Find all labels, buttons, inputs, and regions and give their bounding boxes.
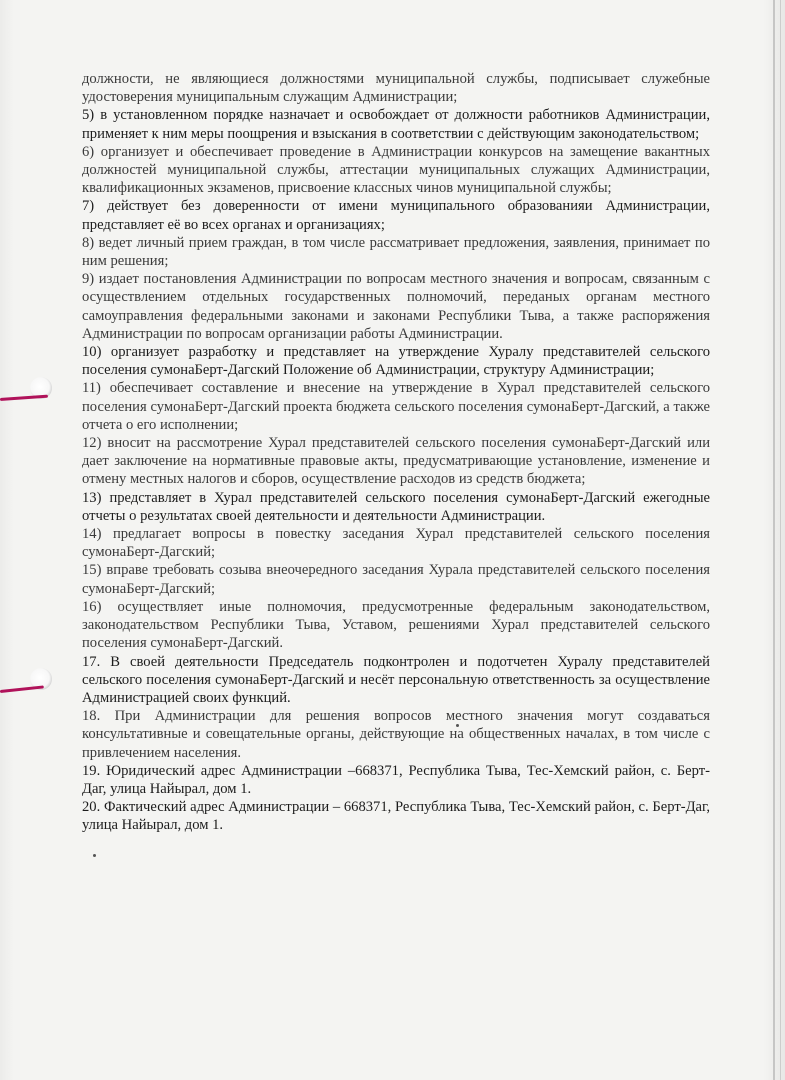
paragraph-item-9: 9) издает постановления Администрации по вопросам местного значения и вопросам, связанным с осуществлением отдельных государственных полномочий, переданых органам местного самоуправления федеральными законами и законами Республики Тыва, а также распоряжения Администрации по вопросам организации работы Администрации.: [82, 271, 710, 342]
document-text: [82, 70, 710, 835]
page-edge-line: [780, 0, 781, 1080]
paragraph-item-6: 6) организует и обеспечивает проведение в Администрации конкурсов на замещение вакантных должностей муниципальной службы, аттестации муниципальных служащих Администрации, квалификационных экзаменов, присвоение классных чинов муниципальной службы;: [82, 143, 710, 197]
paragraph-item-10: 10) организует разработку и представляет на утверждение Хуралу представителей сельского поселения сумонаБерт-Дагский Положение об Администрации, структуру Администрации;: [82, 344, 710, 379]
paragraph-item-8: 8) ведет личный прием граждан, в том числе рассматривает предложения, заявления, принимает по ним решения;: [82, 234, 710, 270]
paragraph-item-16: 16) осуществляет иные полномочия, предусмотренные федеральным законодательством, законодательством Республики Тыва, Уставом, решениями Хурал представителей сельского поселения сумонаБерт-Дагский.: [82, 598, 710, 652]
paragraph-section-18: 18. При Администрации для решения вопросов местного значения могут создаваться консультативные и совещательные органы, действующие на общественных началах, в том числе с привлечением населения.: [82, 708, 710, 761]
page-edge-shadow: [773, 0, 775, 1080]
paragraph-item-7: 7) действует без доверенности от имени муниципального образованияи Администрации, представляет её во всех органах и организациях;: [82, 198, 710, 233]
paragraph-item-11: 11) обеспечивает составление и внесение на утверждение в Хурал представителей сельского поселения сумонаБерт-Дагский проекта бюджета сельского поселения сумонаБерт-Дагский, а также отчета о его исполнении;: [82, 380, 710, 433]
paragraph-section-17: 17. В своей деятельности Председатель подконтролен и подотчетен Хуралу представителей сельского поселения сумонаБерт-Дагский и несёт персональную ответственность за осуществление Администрацией своих функций.: [82, 653, 710, 706]
paragraph-section-19: 19. Юридический адрес Администрации –668371, Республика Тыва, Тес-Хемский район, с. Берт-Даг, улица Найырал, дом 1.: [82, 762, 710, 797]
paragraph-item-12: 12) вносит на рассмотрение Хурал представителей сельского поселения сумонаБерт-Дагский или дает заключение на нормативные правовые акты, предусматривающие установление, изменение и отмену местных налогов и сборов, осуществление расходов из средств бюджета;: [82, 435, 710, 488]
paragraph-0: должности, не являющиеся должностями муниципальной службы, подписывает служебные удостоверения муниципальным служащим Администрации;: [82, 71, 710, 106]
paragraph-item-5: 5) в установленном порядке назначает и освобождает от должности работников Администрации, применяет к ним меры поощрения и взыскания в соответствии с действующим законодательством;: [82, 107, 710, 142]
paragraph-item-15: 15) вправе требовать созыва внеочередного заседания Хурала представителей сельского поселения сумонаБерт-Дагский;: [82, 562, 710, 597]
binding-thread-upper: [0, 395, 48, 401]
speck: [93, 854, 96, 857]
paragraph-item-14: 14) предлагает вопросы в повестку заседания Хурал представителей сельского поселения сумонаБерт-Дагский;: [82, 526, 710, 561]
paragraph-item-13: 13) представляет в Хурал представителей сельского поселения сумонаБерт-Дагский ежегодные отчеты о результатах своей деятельности и деятельности Администрации.: [82, 489, 710, 524]
paragraph-section-20: 20. Фактический адрес Администрации – 668371, Республика Тыва, Тес-Хемский район, с. Берт-Даг, улица Найырал, дом 1.: [82, 799, 710, 834]
